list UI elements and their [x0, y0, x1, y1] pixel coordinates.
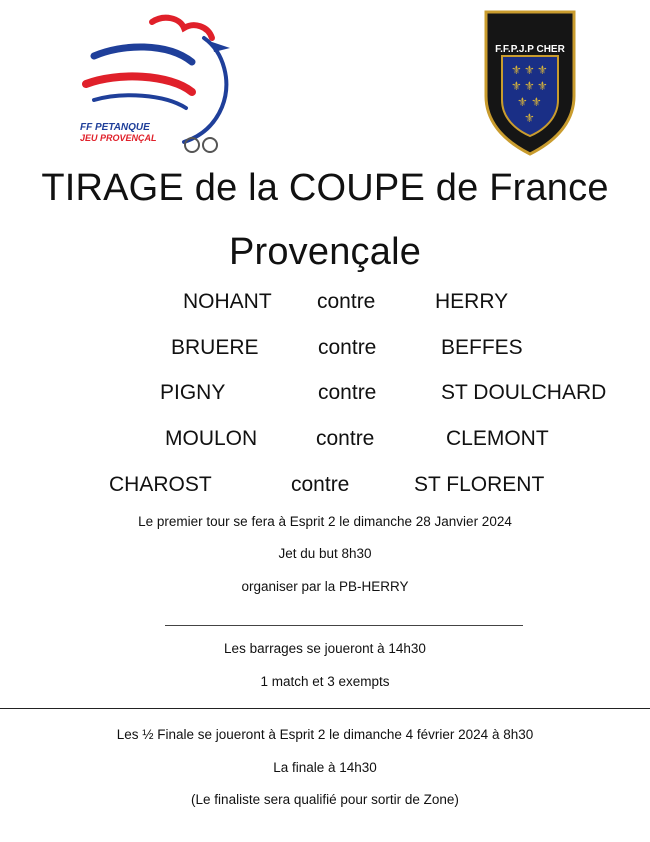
match-5-home: CHAROST — [109, 473, 212, 496]
match-3-vs: contre — [318, 381, 377, 404]
shield-label: F.F.P.J.P CHER — [495, 44, 565, 55]
barrages-text: Les barrages se joueront à 14h30 — [224, 641, 426, 656]
divider-short — [165, 625, 523, 626]
title-line-1: TIRAGE de la COUPE de France — [41, 167, 609, 209]
match-2-home: BRUERE — [171, 336, 259, 359]
logo-line-2: JEU PROVENÇAL — [80, 133, 157, 143]
match-1-vs: contre — [317, 290, 376, 313]
svg-text:⚜: ⚜ — [524, 111, 535, 125]
svg-text:⚜: ⚜ — [517, 95, 528, 109]
svg-text:⚜: ⚜ — [531, 95, 542, 109]
exempts-text: 1 match et 3 exempts — [260, 674, 390, 689]
ffpjp-cher-shield-logo — [478, 8, 582, 158]
svg-text:⚜: ⚜ — [511, 63, 522, 77]
shield-icon — [478, 8, 582, 158]
svg-text:⚜: ⚜ — [524, 63, 535, 77]
match-1-away: HERRY — [435, 290, 509, 313]
match-3-away: ST DOULCHARD — [441, 381, 607, 404]
divider-full — [0, 708, 650, 709]
match-5-away: ST FLORENT — [414, 473, 545, 496]
match-5-vs: contre — [291, 473, 350, 496]
svg-text:⚜: ⚜ — [537, 79, 548, 93]
ff-petanque-logo — [72, 12, 242, 157]
match-3-home: PIGNY — [160, 381, 226, 404]
match-1-home: NOHANT — [183, 290, 272, 313]
semi-final-text: Les ½ Finale se joueront à Esprit 2 le dimanche 4 février 2024 à 8h30 — [116, 727, 534, 742]
first-round-text: Le premier tour se fera à Esprit 2 le dimanche 28 Janvier 2024 — [138, 514, 512, 529]
jet-du-but-text: Jet du but 8h30 — [278, 546, 372, 561]
organiser-text: organiser par la PB-HERRY — [241, 579, 409, 594]
match-4-vs: contre — [316, 427, 375, 450]
svg-text:⚜: ⚜ — [511, 79, 522, 93]
logo-line-1: FF PETANQUE — [80, 122, 150, 133]
finalist-note-text: (Le finaliste sera qualifié pour sortir de Zone) — [191, 792, 459, 807]
final-text: La finale à 14h30 — [273, 760, 377, 775]
title-line-2: Provençale — [228, 231, 422, 273]
svg-text:⚜: ⚜ — [537, 63, 548, 77]
match-2-away: BEFFES — [441, 336, 523, 359]
match-4-home: MOULON — [165, 427, 258, 450]
svg-text:⚜: ⚜ — [524, 79, 535, 93]
match-2-vs: contre — [318, 336, 377, 359]
match-4-away: CLEMONT — [446, 427, 549, 450]
